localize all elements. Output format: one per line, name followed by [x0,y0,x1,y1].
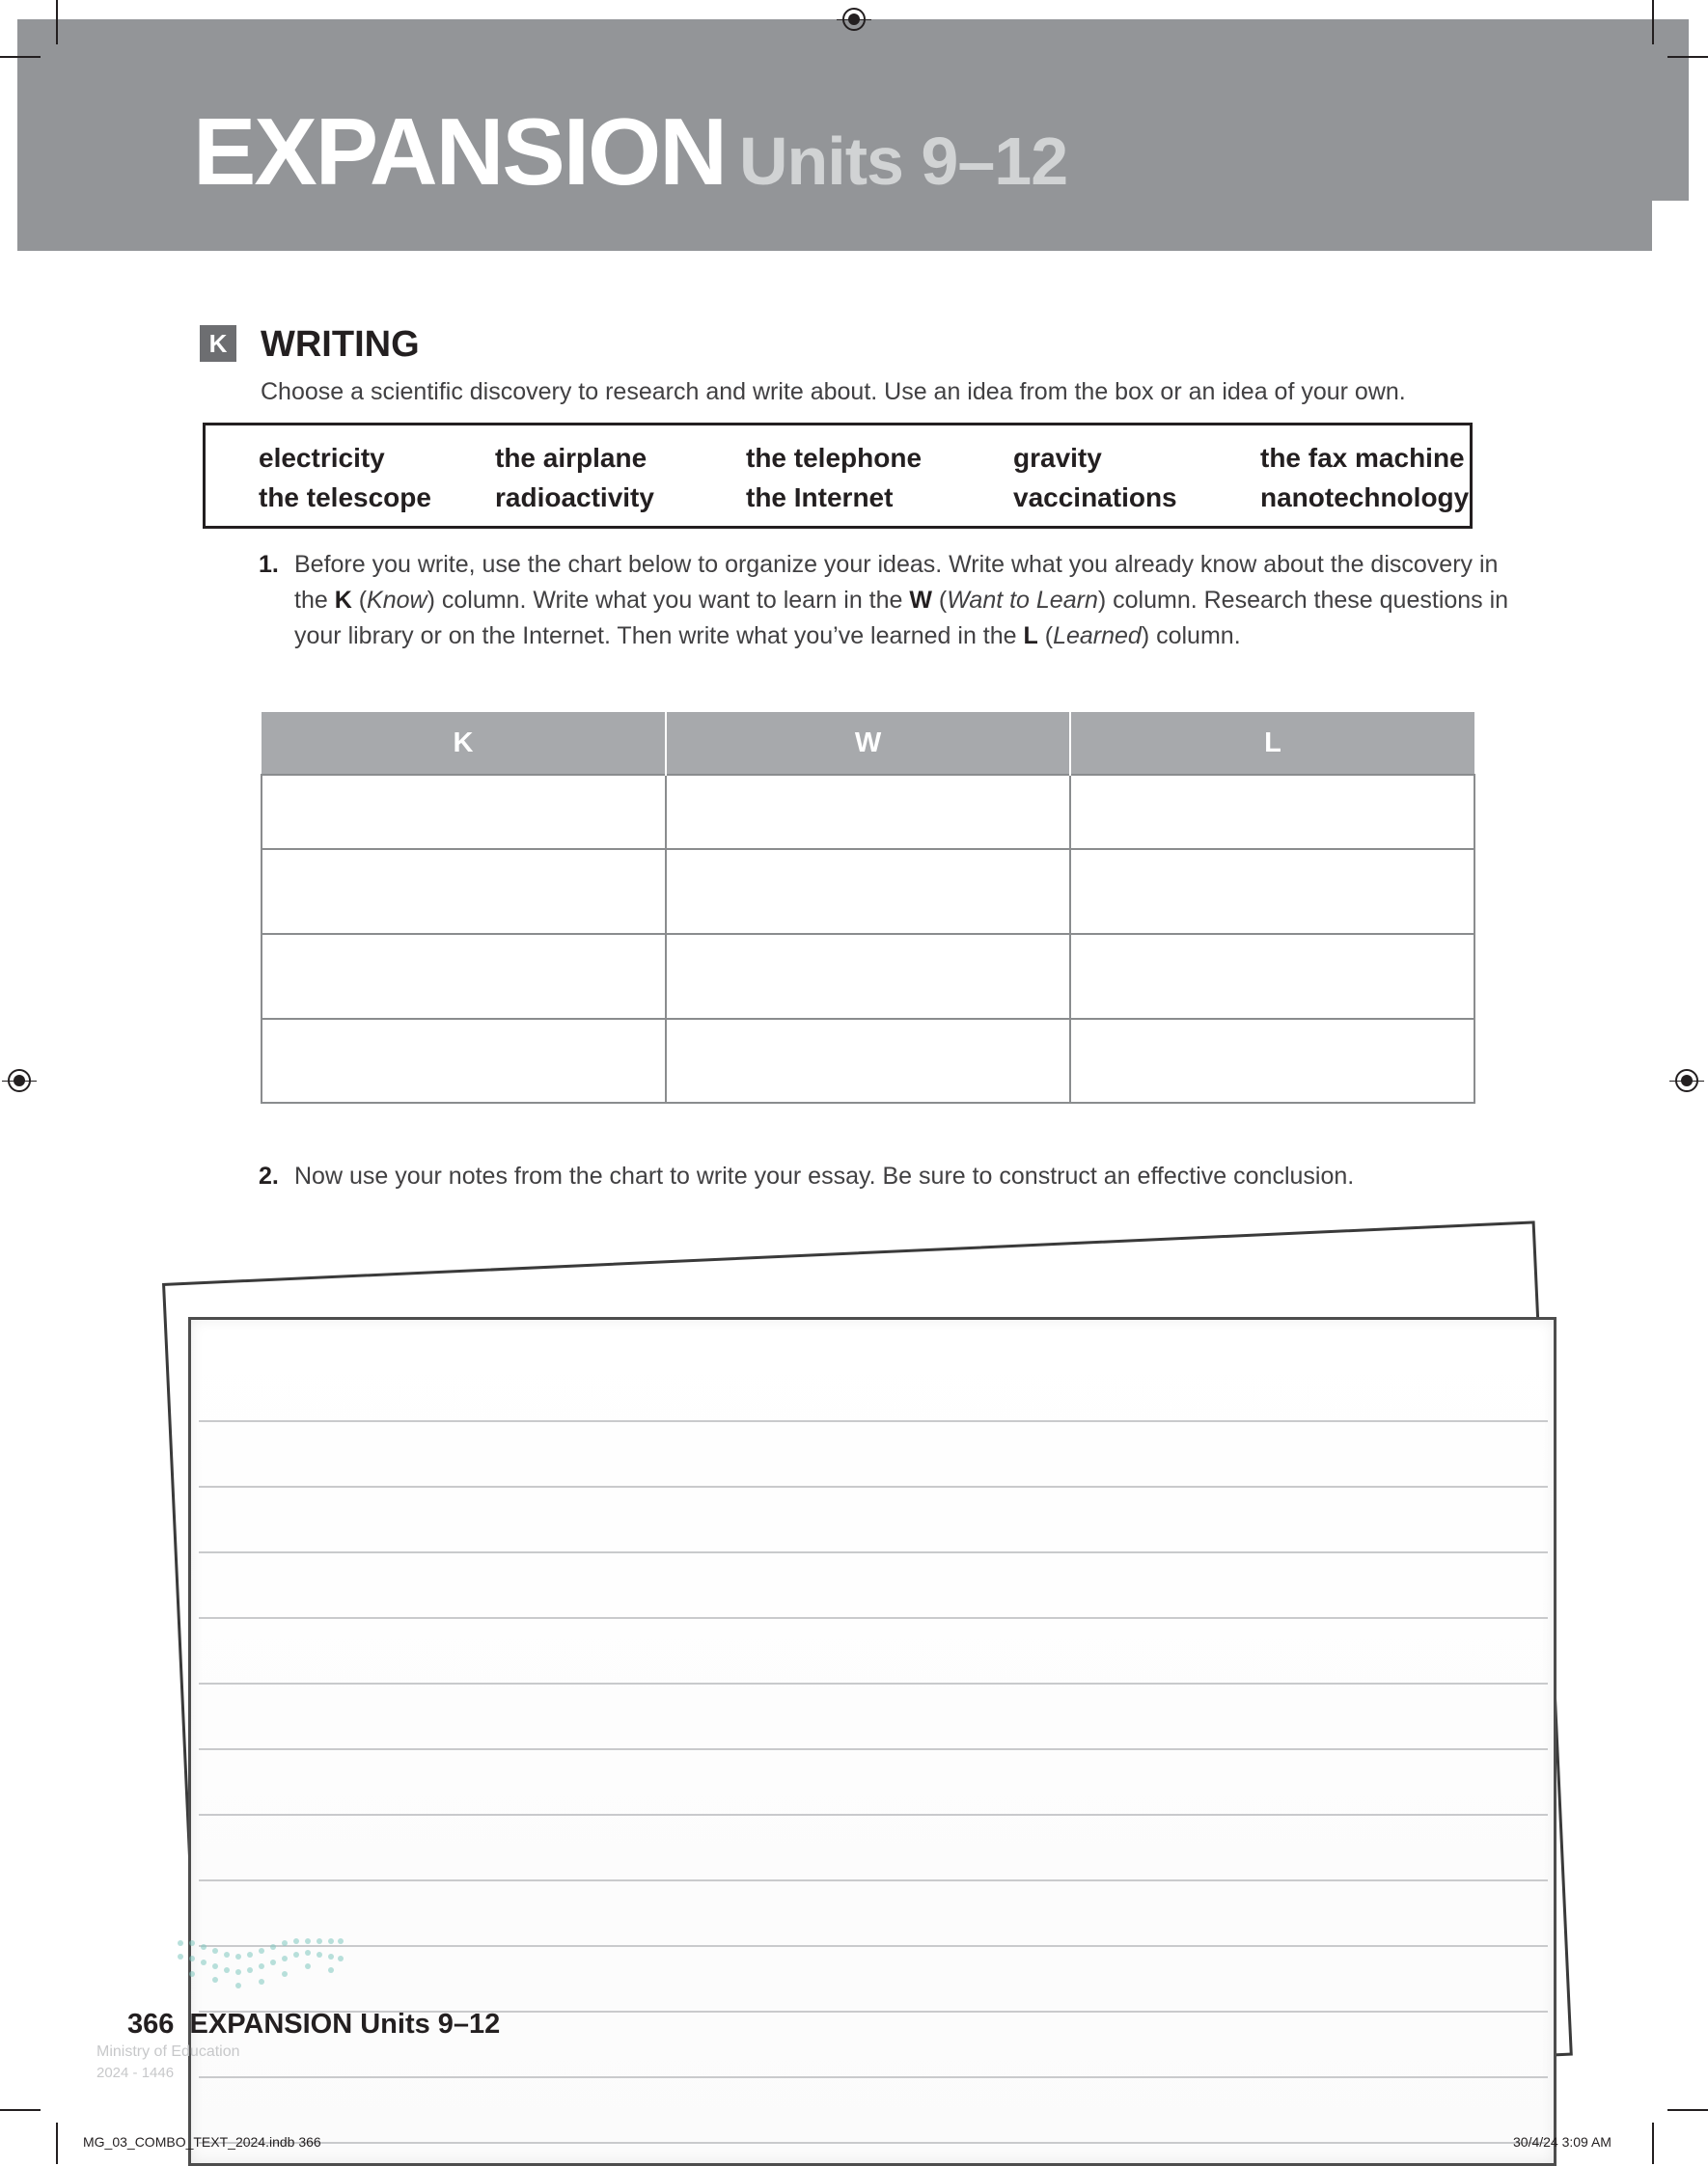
kwl-cell[interactable] [666,775,1070,849]
ministry-year: 2024 - 1446 [96,2065,175,2081]
idea-item: the Internet [746,482,894,512]
kwl-header-learned: L [1070,712,1474,775]
idea-item: the airplane [495,443,647,473]
kwl-header-want: W [666,712,1070,775]
idea-box [203,423,1473,529]
print-slug-file: MG_03_COMBO_TEXT_2024.indb 366 [83,2134,321,2150]
crop-mark [0,56,41,58]
kwl-cell[interactable] [262,775,666,849]
section-title: WRITING [261,324,420,365]
section-letter-badge: K [200,325,236,362]
kwl-cell[interactable] [262,849,666,934]
writing-line [199,1551,1548,1553]
writing-line [199,1683,1548,1685]
crop-mark [0,2109,41,2111]
step-1-instructions: Before you write, use the chart below to organize your ideas. Write what you already know about the discovery in the K (Know) column. Write what you want to learn in the W (Want to Learn) column. Research these questions in your library or on the Internet. Then write what you’ve learned in the L (Learned) column. [294,551,1509,649]
writing-line [199,1748,1548,1750]
kwl-cell[interactable] [1070,934,1474,1019]
crop-mark [56,2123,58,2164]
footer-page-label [127,2009,500,2041]
kwl-header-know: K [262,712,666,775]
writing-line [199,2076,1548,2078]
page-number: 366 [127,2009,175,2040]
idea-item: gravity [1013,443,1102,473]
ministry-logo-icon [177,1937,345,1991]
writing-line [199,1486,1548,1488]
crop-mark [1667,56,1708,58]
idea-item: the telephone [746,443,923,473]
page-title [193,98,1068,205]
registration-mark-icon [1675,1069,1698,1092]
step-number: 1. [259,551,279,578]
step-number: 2. [259,1163,279,1190]
step-2-instructions: Now use your notes from the chart to write your essay. Be sure to construct an effective conclusion. [294,1163,1355,1190]
page-title-units: Units 9–12 [738,123,1068,199]
kwl-cell[interactable] [666,1019,1070,1103]
page-title-main: EXPANSION [193,98,726,205]
kwl-cell[interactable] [666,934,1070,1019]
registration-mark-icon [842,8,866,31]
writing-line [199,1879,1548,1881]
writing-line [199,1814,1548,1816]
footer-title: EXPANSION Units 9–12 [189,2009,501,2040]
idea-item: nanotechnology [1260,482,1470,512]
kwl-cell[interactable] [262,1019,666,1103]
idea-item: radioactivity [495,482,654,512]
writing-line [199,2142,1548,2144]
writing-line [199,1420,1548,1422]
crop-mark [56,0,58,44]
crop-mark [1667,2109,1708,2111]
idea-item: the fax machine [1260,443,1465,473]
idea-item: vaccinations [1013,482,1177,512]
writing-line [199,1945,1548,1947]
crop-mark [1652,2123,1654,2164]
kwl-cell[interactable] [1070,1019,1474,1103]
kwl-cell[interactable] [1070,775,1474,849]
ministry-name: Ministry of Education [96,2043,240,2060]
section-instructions: Choose a scientific discovery to research and write about. Use an idea from the box or an idea of your own. [261,378,1406,405]
writing-line [199,1617,1548,1619]
idea-item: the telescope [259,482,431,512]
idea-item: electricity [259,443,385,473]
kwl-cell[interactable] [262,934,666,1019]
registration-mark-icon [8,1069,31,1092]
kwl-cell[interactable] [666,849,1070,934]
print-slug-date: 30/4/24 3:09 AM [1513,2134,1612,2150]
kwl-chart [261,712,1475,1104]
kwl-cell[interactable] [1070,849,1474,934]
crop-mark [1652,0,1654,44]
